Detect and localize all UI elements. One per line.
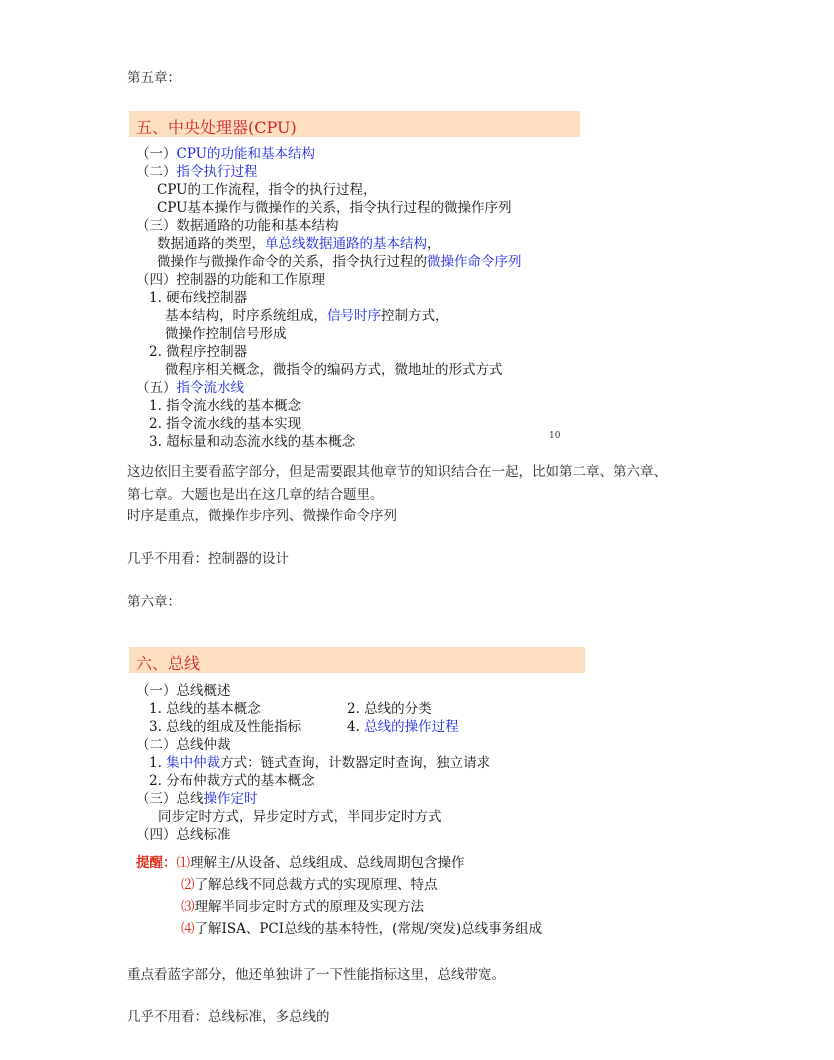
text-highlight: 微操作命令序列 (427, 254, 522, 270)
chapter6-tip-2 (181, 873, 438, 893)
chapter5-line-12: 2. 微程序控制器 (149, 344, 248, 360)
text: ， (427, 236, 441, 252)
chapter5-item-5 (136, 376, 244, 396)
chapter5-line-13: 微程序相关概念，微指令的编码方式，微地址的形式方式 (165, 362, 503, 378)
text-highlight: 集中仲裁 (166, 755, 221, 771)
chapter6-item-4: （四）总线标准 (136, 827, 231, 843)
tip-label: 提醒： (136, 855, 177, 871)
chapter6-line-3a: 3. 总线的组成及性能指标 (149, 719, 302, 735)
chapter5-note-2: 第七章。大题也是出在这几章的结合题里。 (127, 487, 384, 503)
item-number: （四） (136, 272, 177, 288)
chapter5-heading: 第五章： (127, 70, 181, 86)
chapter5-line-7 (157, 250, 522, 270)
chapter6-tip-1 (136, 851, 465, 871)
text: 数据通路的类型， (157, 236, 265, 252)
chapter6-note-2: 几乎不用看：总线标准，多总线的 (127, 1009, 330, 1025)
text: 微操作与微操作命令的关系，指令执行过程的 (157, 254, 427, 270)
chapter5-line-9: 1. 硬布线控制器 (149, 290, 248, 306)
item-number: （二） (136, 164, 177, 180)
chapter5-note-1: 这边依旧主要看蓝字部分，但是需要跟其他章节的知识结合在一起，比如第二章、第六章、 (127, 464, 667, 480)
chapter5-note-4: 几乎不用看：控制器的设计 (127, 551, 289, 567)
tip-number: ⑵ (181, 877, 195, 893)
item-number: （三） (136, 218, 177, 234)
chapter6-tip-3 (181, 895, 424, 915)
item-text-highlight: 总线的操作过程 (364, 719, 459, 735)
item-text: 控制器的功能和工作原理 (176, 272, 325, 288)
tip-number: ⑷ (181, 921, 195, 937)
tip-number: ⑶ (181, 899, 195, 915)
chapter5-item-4 (136, 268, 325, 288)
chapter5-line-6 (157, 232, 441, 252)
text: 基本结构，时序系统组成， (165, 308, 327, 324)
chapter6-line-6: 2. 分布仲裁方式的基本概念 (149, 773, 315, 789)
chapter5-item-1 (136, 142, 315, 162)
tip-number: ⑴ (176, 855, 190, 871)
item-number: （五） (136, 380, 177, 396)
text-highlight: 单总线数据通路的基本结构 (265, 236, 427, 252)
item-text: 数据通路的功能和基本结构 (176, 218, 339, 234)
text: （三）总线 (136, 791, 204, 807)
chapter6-heading: 第六章： (127, 594, 181, 610)
chapter5-title: 五、中央处理器(CPU) (136, 118, 297, 137)
chapter5-line-11: 微操作控制信号形成 (165, 326, 287, 342)
chapter5-line-17: 3. 超标量和动态流水线的基本概念 (149, 434, 356, 450)
chapter6-tip-4 (181, 917, 542, 937)
chapter6-title: 六、总线 (136, 654, 201, 673)
text-highlight: 操作定时 (203, 791, 258, 807)
chapter5-line-4: CPU基本操作与微操作的关系，指令执行过程的微操作序列 (157, 200, 512, 216)
item-number: 1. (149, 755, 167, 771)
page-number: 10 (549, 431, 561, 441)
chapter6-item-3 (136, 787, 258, 807)
item-text-highlight: 指令流水线 (176, 380, 244, 396)
chapter5-line-10 (165, 304, 449, 324)
item-number: 4. (347, 719, 365, 735)
chapter5-item-2 (136, 160, 258, 180)
tip-text: 了解总线不同总裁方式的实现原理、特点 (194, 877, 438, 893)
tip-text: 理解半同步定时方式的原理及实现方法 (194, 899, 424, 915)
chapter6-line-5 (149, 751, 490, 771)
chapter5-note-3: 时序是重点，微操作步序列、微操作命令序列 (127, 508, 397, 524)
text-highlight: 信号时序 (327, 308, 381, 324)
chapter6-line-3b (347, 715, 459, 735)
chapter5-line-3: CPU的工作流程，指令的执行过程， (157, 182, 377, 198)
item-number: （一） (136, 146, 177, 162)
chapter6-line-2a: 1. 总线的基本概念 (149, 701, 261, 717)
text: 控制方式， (381, 308, 449, 324)
tip-text: 理解主/从设备、总线组成、总线周期包含操作 (190, 855, 465, 871)
chapter6-line-8: 同步定时方式，异步定时方式，半同步定时方式 (158, 809, 442, 825)
chapter6-item-1: （一）总线概述 (136, 683, 231, 699)
chapter6-note-1: 重点看蓝字部分，他还单独讲了一下性能指标这里，总线带宽。 (127, 967, 505, 983)
chapter5-line-16: 2. 指令流水线的基本实现 (149, 416, 302, 432)
tip-text: 了解ISA、PCI总线的基本特性，(常规/突发)总线事务组成 (194, 921, 543, 937)
chapter6-item-2: （二）总线仲裁 (136, 737, 231, 753)
chapter5-line-15: 1. 指令流水线的基本概念 (149, 398, 302, 414)
text: 方式：链式查询，计数器定时查询，独立请求 (220, 755, 491, 771)
item-text-highlight: CPU的功能和基本结构 (176, 146, 316, 162)
chapter6-line-2b: 2. 总线的分类 (347, 701, 432, 717)
chapter5-item-3 (136, 214, 339, 234)
item-text-highlight: 指令执行过程 (176, 164, 258, 180)
